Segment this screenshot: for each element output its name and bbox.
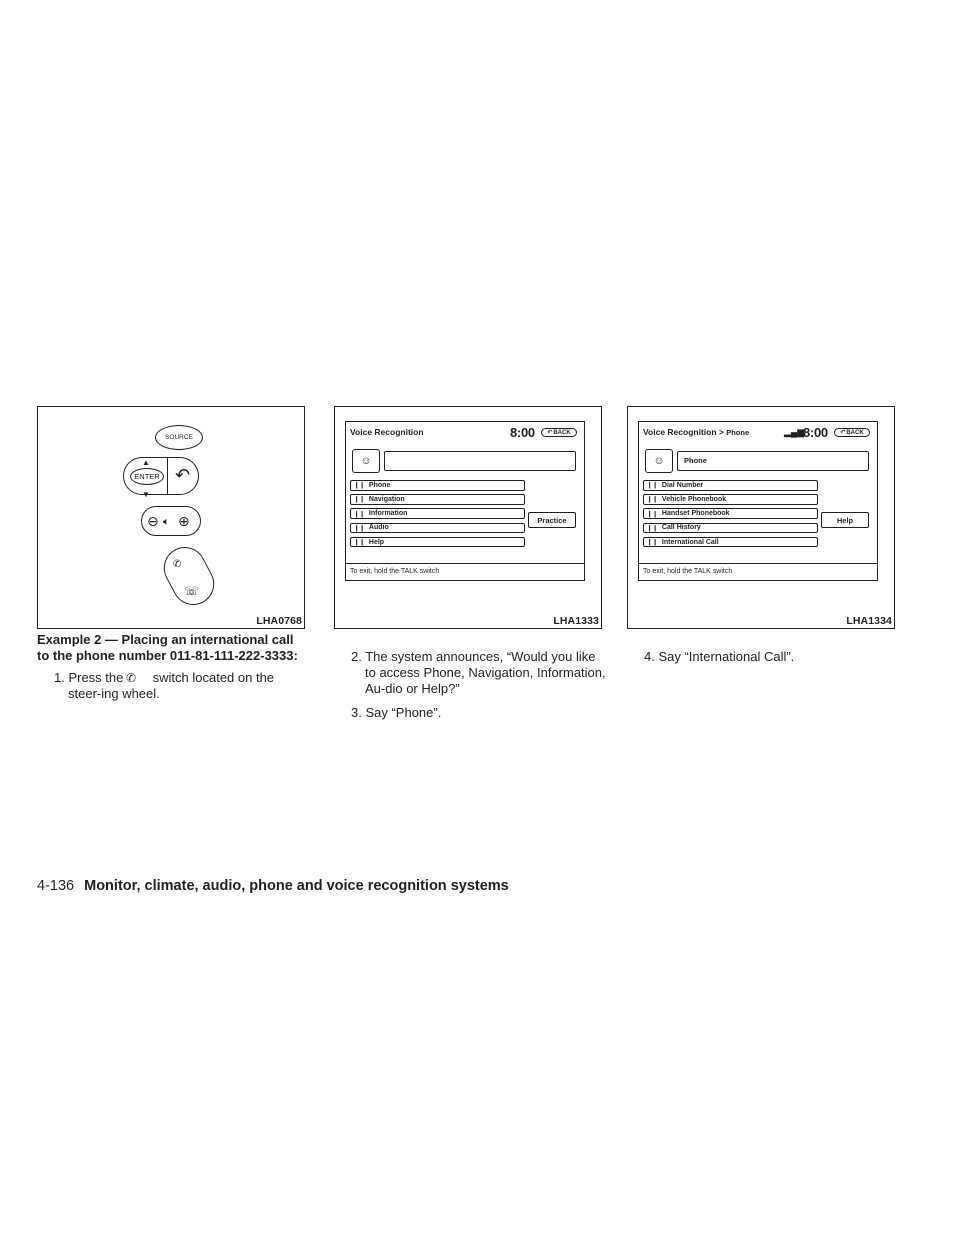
phone-handset-icon: ☏ [184, 584, 200, 598]
clock: 8:00 [803, 425, 828, 440]
step-1: 1. Press the ✆ switch located on the steer-ing wheel. [54, 670, 275, 701]
vr-screen [638, 421, 878, 581]
voice-icon: ❙❙ [647, 539, 658, 546]
back-arrow-icon: ↶ [840, 430, 846, 436]
command-menu [643, 480, 818, 551]
back-button[interactable]: ↶ BACK [541, 428, 577, 437]
step-3: 3. Say “Phone”. [351, 705, 442, 720]
screen-footer: To exit, hold the TALK switch [639, 563, 877, 575]
back-arrow-icon: ↶ [547, 430, 553, 436]
menu-item-navigation[interactable]: ❙❙ Navigation [350, 494, 525, 505]
vr-screen [345, 421, 585, 581]
voice-icon: ❙❙ [647, 510, 658, 518]
down-arrow-icon: ▼ [142, 490, 150, 499]
switch-divider [167, 457, 168, 495]
figure-steering-switches [37, 406, 305, 629]
step-4: 4. Say “International Call”. [644, 649, 795, 664]
practice-button[interactable]: Practice [528, 512, 576, 528]
figure-voice-recognition-phone [627, 406, 895, 629]
enter-button: ENTER [130, 468, 164, 485]
plus-icon: ⊕ [178, 513, 190, 529]
text-column-3 [627, 649, 899, 665]
step-2: 2. The system announces, “Would you like to access Phone, Navigation, Information, Au-dio or Help?” [351, 649, 606, 696]
voice-icon: ❙❙ [354, 539, 365, 546]
recognition-input: Phone [677, 451, 869, 471]
figure-voice-recognition-main [334, 406, 602, 629]
voice-icon: ❙❙ [647, 524, 658, 532]
menu-item-help[interactable]: ❙❙ Help [350, 537, 525, 548]
section-title: Monitor, climate, audio, phone and voice recognition systems [84, 878, 509, 894]
voice-icon: ❙❙ [647, 496, 658, 504]
minus-icon: ⊖ [147, 513, 159, 529]
menu-item-dial-number[interactable]: ❙❙ Dial Number [643, 480, 818, 491]
signal-icon: ▂▄▆ [784, 427, 805, 437]
source-button: SOURCE [155, 425, 203, 450]
voice-face-icon: ☺ [645, 449, 673, 473]
menu-item-phone[interactable]: ❙❙ Phone [350, 480, 525, 491]
menu-item-call-history[interactable]: ❙❙ Call History [643, 523, 818, 534]
figure-code: LHA1334 [846, 615, 892, 627]
figure-code: LHA1333 [553, 615, 599, 627]
help-button[interactable]: Help [821, 512, 869, 528]
command-menu [350, 480, 525, 551]
menu-item-international-call[interactable]: ❙❙ International Call [643, 537, 818, 548]
clock: 8:00 [510, 425, 535, 440]
talk-switch-icon: ✆ [125, 671, 137, 685]
page-footer [37, 878, 509, 894]
voice-icon: ❙❙ [647, 482, 658, 490]
screen-title: Voice Recognition [350, 427, 424, 437]
menu-item-vehicle-phonebook[interactable]: ❙❙ Vehicle Phonebook [643, 494, 818, 505]
voice-icon: ❙❙ [354, 524, 365, 532]
text-column-2 [334, 649, 606, 721]
screen-title: Voice Recognition > Phone [643, 427, 750, 437]
menu-item-handset-phonebook[interactable]: ❙❙ Handset Phonebook [643, 508, 818, 519]
menu-item-audio[interactable]: ❙❙ Audio [350, 523, 525, 534]
figure-code: LHA0768 [256, 615, 302, 627]
up-arrow-icon: ▲ [142, 458, 150, 467]
page-number: 4-136 [37, 878, 75, 894]
back-arrow-icon: ↶ [175, 465, 191, 485]
talk-switch-icon: ✆ [173, 559, 182, 570]
voice-face-icon: ☺ [352, 449, 380, 473]
example-heading: Example 2 — Placing an international call to the phone number 011-81-111-222-3333: [37, 632, 298, 663]
volume-icon: 🔈︎ [163, 516, 170, 528]
text-column-1 [37, 632, 309, 702]
screen-footer: To exit, hold the TALK switch [346, 563, 584, 575]
recognition-input [384, 451, 576, 471]
voice-icon: ❙❙ [354, 510, 365, 518]
voice-icon: ❙❙ [354, 482, 365, 490]
menu-item-information[interactable]: ❙❙ Information [350, 508, 525, 519]
back-button[interactable]: ↶ BACK [834, 428, 870, 437]
talk-phone-switch [156, 540, 221, 613]
voice-icon: ❙❙ [354, 496, 365, 504]
